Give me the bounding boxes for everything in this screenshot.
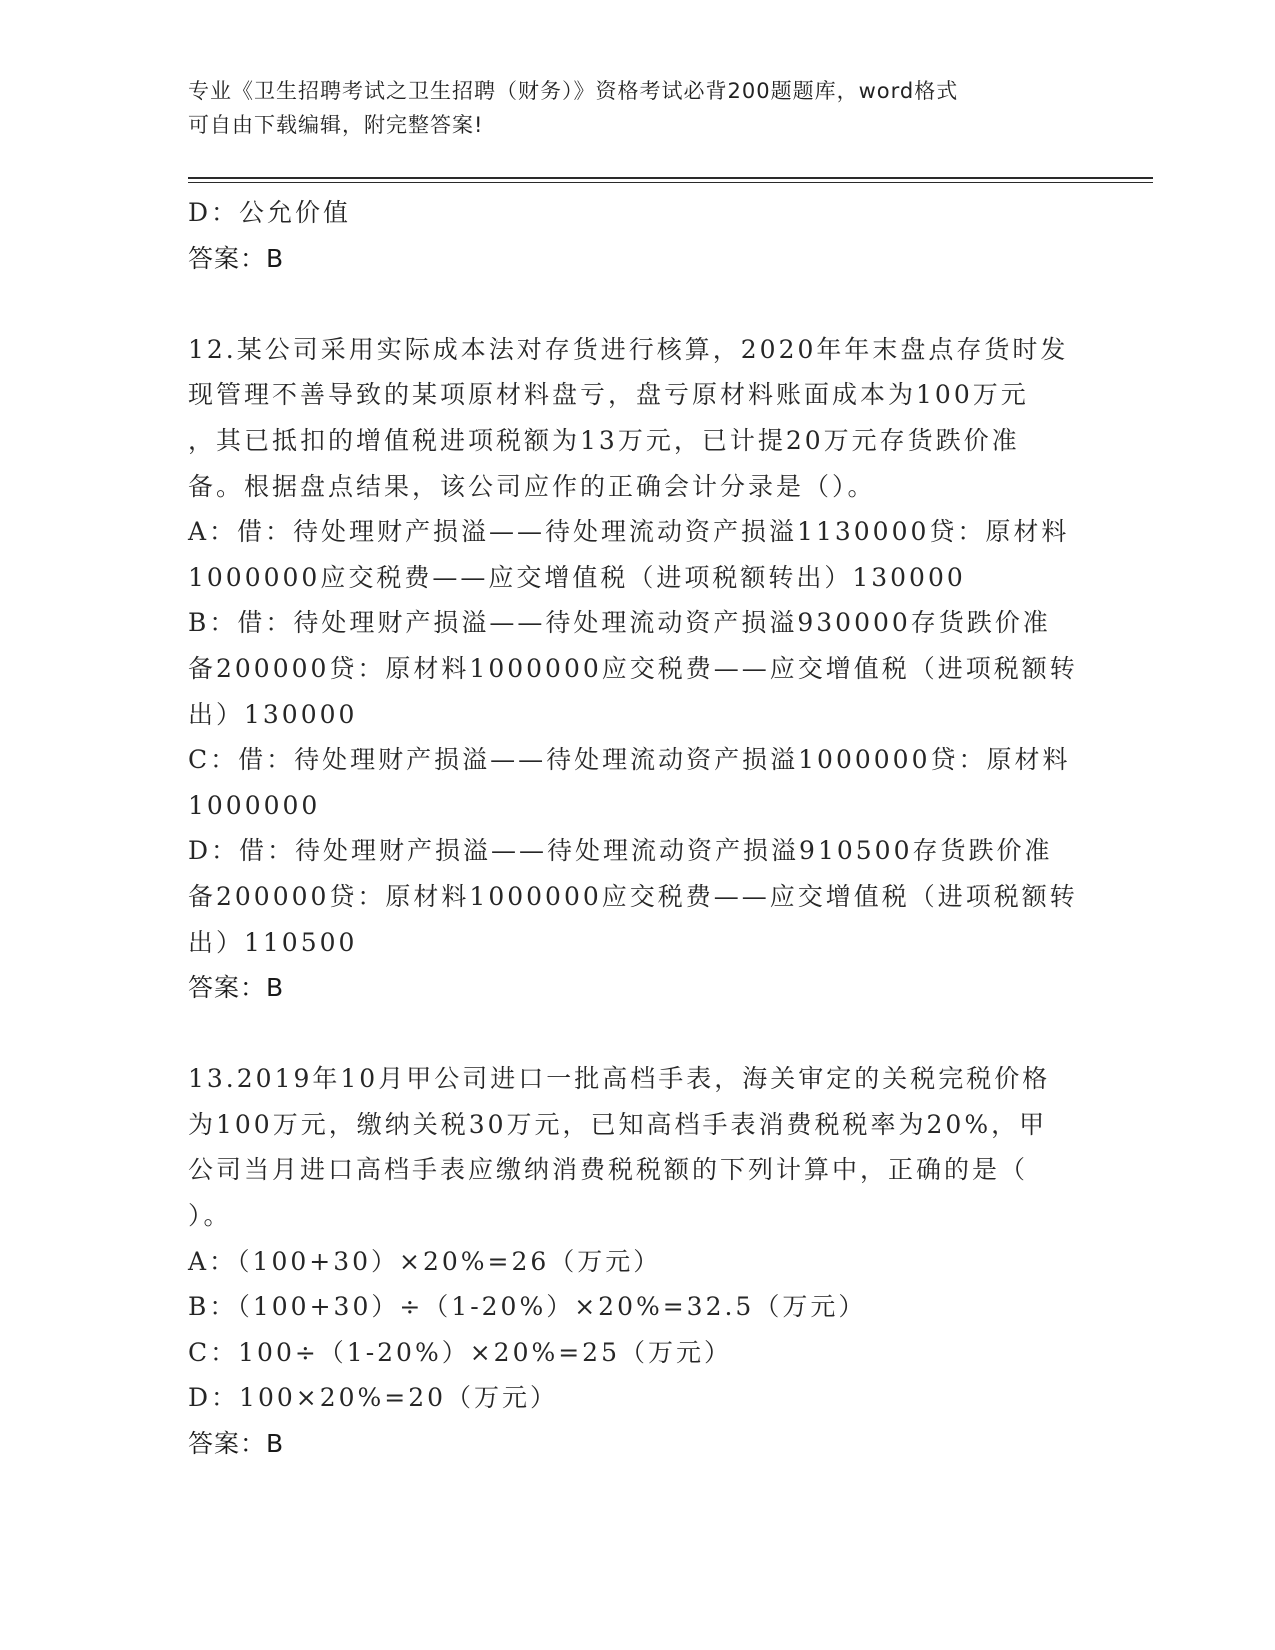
question-12-option-line: B：借：待处理财产损溢——待处理流动资产损溢930000存货跌价准 bbox=[188, 608, 1051, 638]
document-body bbox=[188, 190, 1088, 1467]
question-13-answer: 答案：B bbox=[188, 1429, 285, 1459]
question-12-option-line: 备200000贷：原材料1000000应交税费——应交增值税（进项税额转 bbox=[188, 653, 1078, 683]
question-12-line: 现管理不善导致的某项原材料盘亏，盘亏原材料账面成本为100万元 bbox=[188, 380, 1029, 410]
prev-answer: 答案：B bbox=[188, 243, 285, 273]
question-13 bbox=[188, 1056, 1088, 1466]
question-12-option-line: 备200000贷：原材料1000000应交税费——应交增值税（进项税额转 bbox=[188, 881, 1078, 911]
question-12-option-line: 1000000应交税费——应交增值税（进项税额转出）130000 bbox=[188, 562, 966, 592]
question-13-line: 13.2019年10月甲公司进口一批高档手表，海关审定的关税完税价格 bbox=[188, 1064, 1051, 1094]
question-13-option-c: C：100÷（1-20%）×20%=25（万元） bbox=[188, 1337, 732, 1367]
header-line-2: 可自由下载编辑，附完整答案! bbox=[188, 113, 484, 137]
question-12-option-line: C：借：待处理财产损溢——待处理流动资产损溢1000000贷：原材料 bbox=[188, 745, 1071, 775]
question-12-line: ，其已抵扣的增值税进项税额为13万元，已计提20万元存货跌价准 bbox=[188, 425, 1020, 455]
header-line-1: 专业《卫生招聘考试之卫生招聘（财务）》资格考试必背200题题库，word格式 bbox=[188, 79, 959, 103]
question-13-line: 公司当月进口高档手表应缴纳消费税税额的下列计算中，正确的是（ bbox=[188, 1155, 1029, 1185]
question-12-option-line: D：借：待处理财产损溢——待处理流动资产损溢910500存货跌价准 bbox=[188, 836, 1053, 866]
question-13-option-b: B：（100+30）÷（1-20%）×20%=32.5（万元） bbox=[188, 1292, 867, 1322]
question-12-option-line: 出）110500 bbox=[188, 927, 358, 957]
question-12-option-line: A：借：待处理财产损溢——待处理流动资产损溢1130000贷：原材料 bbox=[188, 517, 1070, 547]
question-12-line: 12.某公司采用实际成本法对存货进行核算，2020年年末盘点存货时发 bbox=[188, 334, 1069, 364]
header-divider bbox=[188, 177, 1153, 179]
page-header bbox=[188, 74, 1078, 142]
question-13-line: ）。 bbox=[188, 1201, 232, 1231]
question-12-option-line: 出）130000 bbox=[188, 699, 358, 729]
header-divider-thin bbox=[188, 182, 1153, 183]
question-13-option-d: D：100×20%=20（万元） bbox=[188, 1383, 559, 1413]
spacer bbox=[188, 281, 1088, 327]
question-12-answer: 答案：B bbox=[188, 973, 285, 1003]
question-12 bbox=[188, 327, 1088, 1011]
prev-option-d: D：公允价值 bbox=[188, 198, 352, 227]
question-12-option-line: 1000000 bbox=[188, 790, 321, 820]
question-12-line: 备。根据盘点结果，该公司应作的正确会计分录是（）。 bbox=[188, 471, 876, 501]
spacer bbox=[188, 1011, 1088, 1057]
question-13-line: 为100万元，缴纳关税30万元，已知高档手表消费税税率为20%，甲 bbox=[188, 1109, 1048, 1139]
question-13-option-a: A：（100+30）×20%=26（万元） bbox=[188, 1246, 662, 1276]
